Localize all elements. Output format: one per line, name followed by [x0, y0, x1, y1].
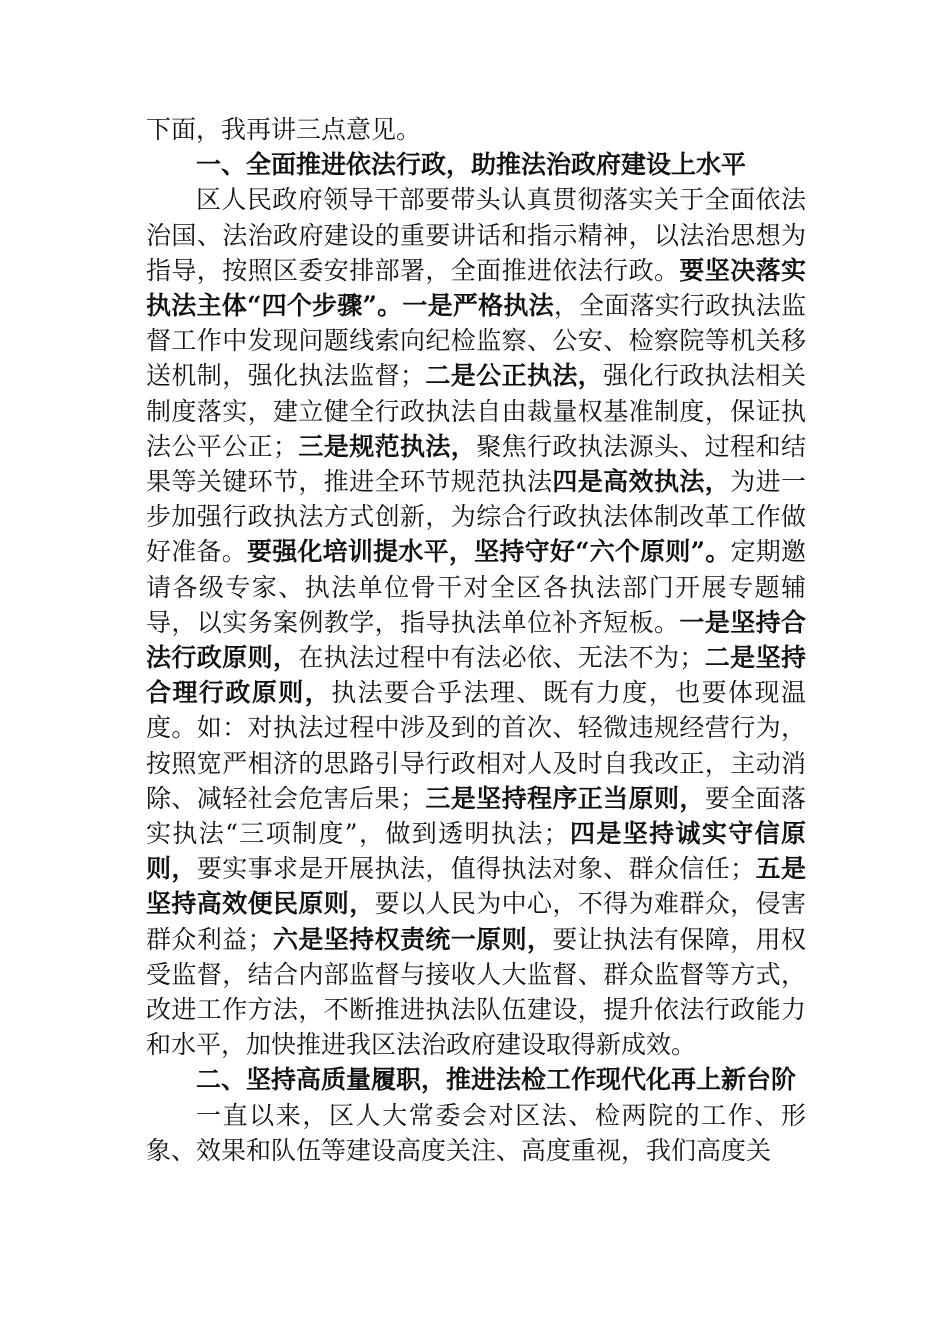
bold-text-segment: 五是坚持高效便民原则，: [146, 854, 806, 919]
bold-text-segment: 一是坚持合法行政原则，: [146, 607, 806, 673]
bold-text-segment: 四是坚持诚实守信原则，: [146, 819, 806, 884]
bold-text-segment: 三是坚持程序正当原则，: [424, 783, 705, 813]
text-segment: 在执法过程中有法必依、无法不为；: [298, 643, 705, 673]
bold-text-segment: 要坚决落实执法主体“四个步骤”。一是严格执法: [146, 255, 806, 321]
bold-text-segment: 二是公正执法，: [424, 361, 604, 391]
text-segment: 强化行政执法相关制度落实，建立健全行政执法自由裁量权基准制度，保证执法公平公正；: [146, 361, 806, 461]
text-segment: 要以人民为中心，不得为难群众，侵害群众利益；: [146, 889, 806, 954]
bold-text-segment: 四是高效执法，: [552, 467, 731, 497]
text-segment: 为进一步加强行政执法方式创新，为综合行政执法体制改革工作做好准备。: [146, 467, 806, 567]
text-segment: 执法要合乎法理、既有力度，也要体现温度。如：对执法过程中涉及到的首次、轻微违规经营行为，按照宽严相济的思路引导行政相对人及时自我改正，主动消除、减轻社会危害后果；: [146, 678, 806, 813]
body-paragraph: [146, 182, 806, 1062]
body-paragraph: [146, 1098, 806, 1168]
bold-text-segment: 二是坚持合理行政原则，: [146, 643, 806, 708]
text-segment: 下面，我再讲三点意见。: [146, 115, 422, 144]
document-page: [146, 112, 806, 1168]
text-segment: ，全面落实行政执法监督工作中发现问题线索向纪检监察、公安、检察院等机关移送机制，强化执法监督；: [146, 291, 806, 391]
bold-text-segment: 一、全面推进依法行政，助推法治政府建设上水平: [196, 150, 747, 180]
bold-text-segment: 要强化培训提水平，坚持守好“六个原则”。: [246, 537, 731, 567]
text-segment: 一直以来，区人大常委会对区法、检两院的工作、形象、效果和队伍等建设高度关注、高度重视，我们高度关: [146, 1100, 806, 1165]
body-paragraph: [146, 112, 806, 147]
text-segment: 要全面落实执法“三项制度”，做到透明执法；: [146, 783, 806, 849]
bold-text-segment: 六是坚持权责统一原则，: [272, 924, 553, 954]
section-heading: [146, 1062, 806, 1097]
bold-text-segment: 三是规范执法，: [298, 431, 477, 461]
text-segment: 区人民政府领导干部要带头认真贯彻落实关于全面依法治国、法治政府建设的重要讲话和指示精神，以法治思想为指导，按照区委安排部署，全面推进依法行政。: [146, 185, 806, 285]
text-segment: 聚焦行政执法源头、过程和结果等关键环节，推进全环节规范执法: [146, 431, 806, 497]
text-segment: 定期邀请各级专家、执法单位骨干对全区各执法部门开展专题辅导，以实务案例教学，指导执法单位补齐短板。: [146, 537, 806, 637]
section-heading: [146, 147, 806, 182]
bold-text-segment: 二、坚持高质量履职，推进法检工作现代化再上新台阶: [196, 1065, 797, 1095]
text-segment: 要让执法有保障，用权受监督，结合内部监督与接收人大监督、群众监督等方式，改进工作方法，不断推进执法队伍建设，提升依法行政能力和水平，加快推进我区法治政府建设取得新成效。: [146, 924, 806, 1060]
text-segment: 要实事求是开展执法，值得执法对象、群众信任；: [196, 854, 756, 884]
